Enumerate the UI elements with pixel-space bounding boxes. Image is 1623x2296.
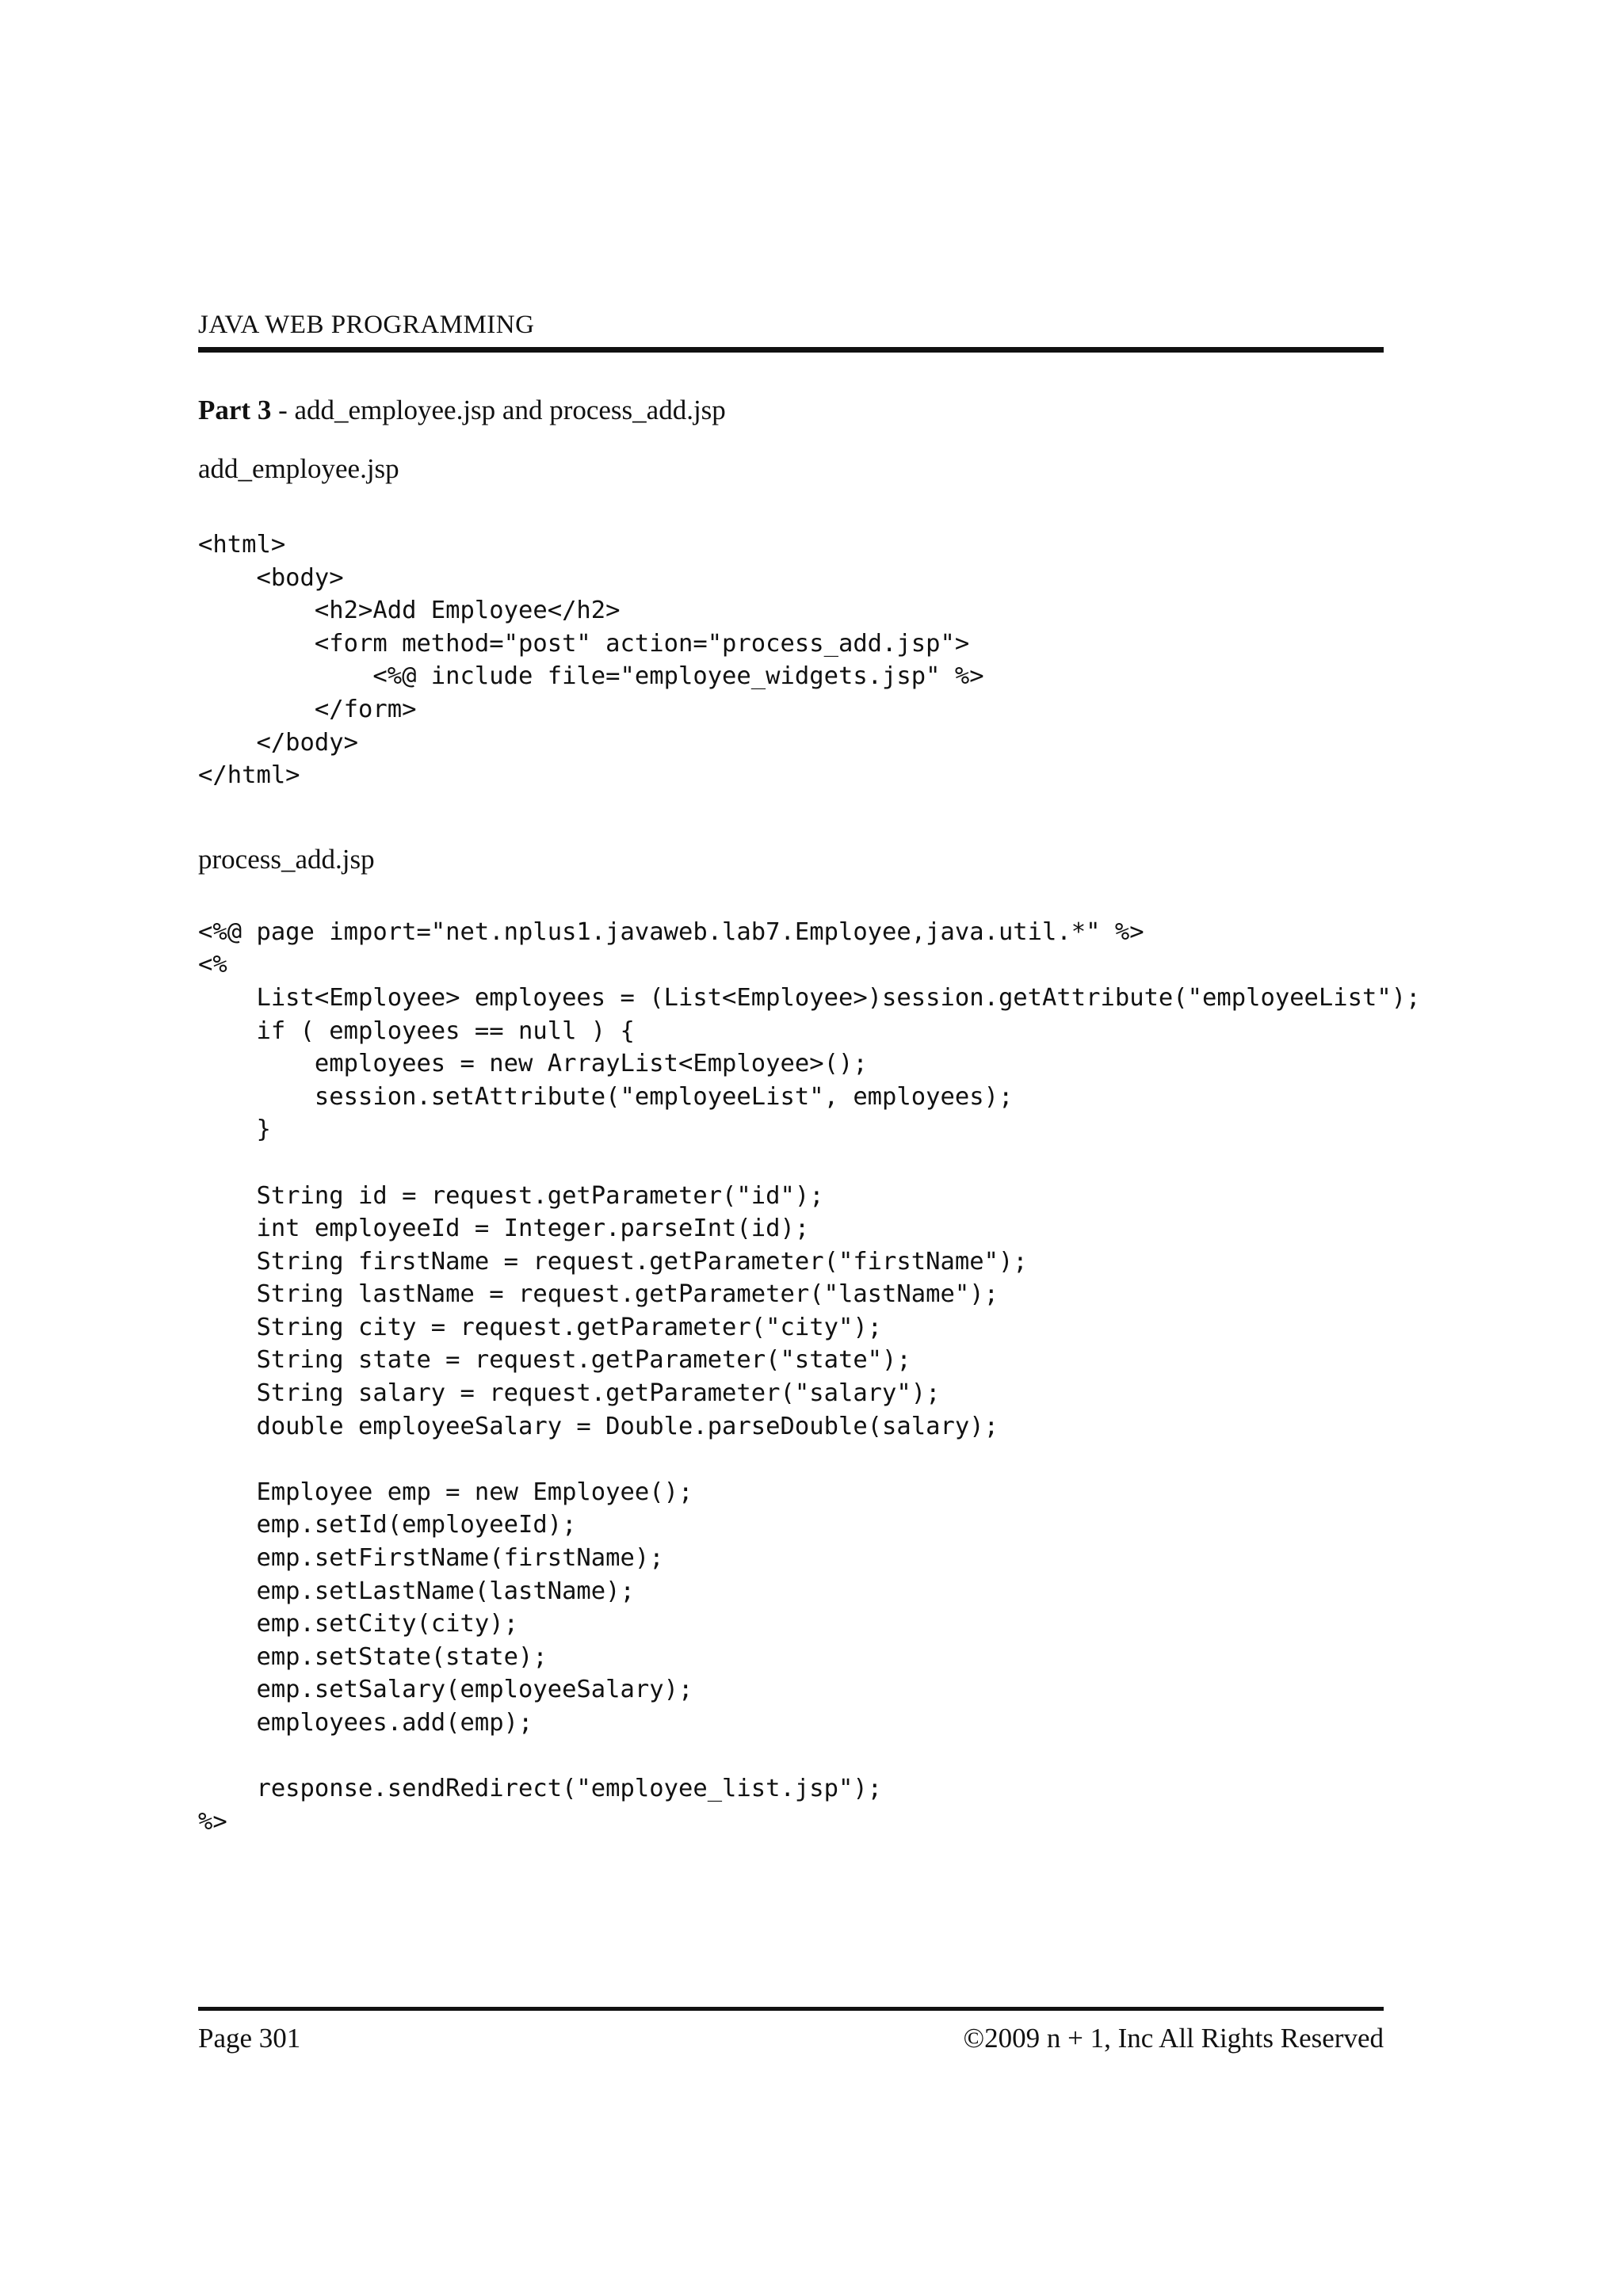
file-label-process-add: process_add.jsp bbox=[198, 843, 375, 875]
section-title-rest: - add_employee.jsp and process_add.jsp bbox=[271, 395, 726, 425]
footer-rule bbox=[198, 2007, 1384, 2011]
code-block-process-add: <%@ page import="net.nplus1.javaweb.lab7.Employee,java.util.*" %> <% List<Employee> employees = (List<Employee>)session.getAttribute("employeeList"); if ( employees == null ) { employees = new ArrayList<Employee>(); session.setAttribute("employeeList", employees); } String id = request.getParameter("id"); int employeeId = Integer.parseInt(id); String firstName = request.getParameter("firstName"); String lastName = request.getParameter("lastName"); String city = request.getParameter("city"); String state = request.getParameter("state"); String salary = request.getParameter("salary"); double employeeSalary = Double.parseDouble(salary); Employee emp = new Employee(); emp.setId(employeeId); emp.setFirstName(firstName); emp.setLastName(lastName); emp.setCity(city); emp.setState(state); emp.setSalary(employeeSalary); employees.add(emp); response.sendRedirect("employee_list.jsp"); %> bbox=[198, 917, 1421, 1836]
page-content bbox=[198, 392, 1466, 1838]
code-block-add-employee: <html> <body> <h2>Add Employee</h2> <form method="post" action="process_add.jsp"> <%@ include file="employee_widgets.jsp" %> </form> </body> </html> bbox=[198, 531, 984, 790]
page-footer bbox=[198, 2007, 1384, 2057]
section-title-bold: Part 3 bbox=[198, 395, 272, 425]
copyright-notice: ©2009 n + 1, Inc All Rights Reserved bbox=[963, 2023, 1384, 2054]
running-head: JAVA WEB PROGRAMMING bbox=[198, 311, 535, 339]
header-rule bbox=[198, 347, 1384, 353]
file-label-add-employee: add_employee.jsp bbox=[198, 453, 399, 484]
page-number: Page 301 bbox=[198, 2023, 301, 2054]
section-title bbox=[198, 392, 1466, 429]
footer-row bbox=[198, 2020, 1384, 2057]
page-header bbox=[198, 307, 1384, 353]
